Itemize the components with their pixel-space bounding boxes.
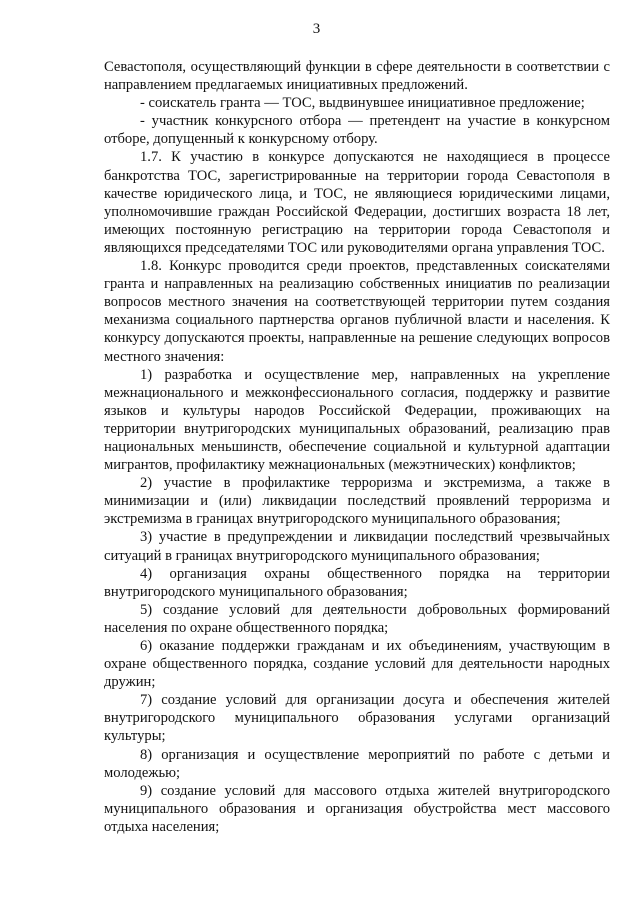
document-body	[104, 58, 610, 836]
paragraph: 2) участие в профилактике терроризма и экстремизма, а также в минимизации и (или) ликвидации последствий проявлений терроризма и экстремизма в границах внутригородского муниципального образования;	[104, 475, 610, 528]
paragraph: 1.8. Конкурс проводится среди проектов, представленных соискателями гранта и направленных на реализацию собственных инициатив по реализации вопросов местного значения на соответствующей территории путем создания механизма социального партнерства органов публичной власти и населения. К конкурсу допускаются проекты, направленные на решение следующих вопросов местного значения:	[104, 258, 610, 365]
page-number: 3	[312, 21, 321, 37]
paragraph: Севастополя, осуществляющий функции в сфере деятельности в соответствии с направлением предлагаемых инициативных предложений.	[104, 59, 610, 94]
paragraph: 8) организация и осуществление мероприятий по работе с детьми и молодежью;	[104, 746, 610, 781]
paragraph: 5) создание условий для деятельности добровольных формирований населения по охране общественного порядка;	[104, 601, 610, 636]
paragraph: 9) создание условий для массового отдыха жителей внутригородского муниципального образования и организация обустройства мест массового отдыха населения;	[104, 782, 610, 835]
paragraph: - участник конкурсного отбора — претендент на участие в конкурсном отборе, допущенный к конкурсному отбору.	[104, 113, 610, 148]
paragraph: 3) участие в предупреждении и ликвидации последствий чрезвычайных ситуаций в границах внутригородского муниципального образования;	[104, 529, 610, 564]
paragraph: 7) создание условий для организации досуга и обеспечения жителей внутригородского муниципального образования услугами организаций культуры;	[104, 692, 610, 745]
paragraph: - соискатель гранта — ТОС, выдвинувшее инициативное предложение;	[140, 95, 585, 112]
paragraph: 6) оказание поддержки гражданам и их объединениям, участвующим в охране общественного порядка, создание условий для деятельности народных дружин;	[104, 638, 610, 691]
paragraph: 1.7. К участию в конкурсе допускаются не находящиеся в процессе банкротства ТОС, зарегистрированные на территории города Севастополя в качестве юридического лица, и ТОС, не являющиеся юридическими лицами, уполномочившие граждан Российской Федерации, достигших возраста 18 лет, имеющих постоянную регистрацию на территории города Севастополя и являющихся председателями ТОС или руководителями органа управления ТОС.	[104, 149, 610, 256]
paragraph: 4) организация охраны общественного порядка на территории внутригородского муниципального образования;	[104, 565, 610, 600]
paragraph: 1) разработка и осуществление мер, направленных на укрепление межнационального и межконфессионального согласия, поддержку и развитие языков и культуры народов Российской Федерации, проживающих на территории внутригородских муниципальных образований, реализацию прав национальных меньшинств, обеспечение социальной и культурной адаптации мигрантов, профилактику межнациональных (межэтнических) конфликтов;	[104, 366, 610, 474]
